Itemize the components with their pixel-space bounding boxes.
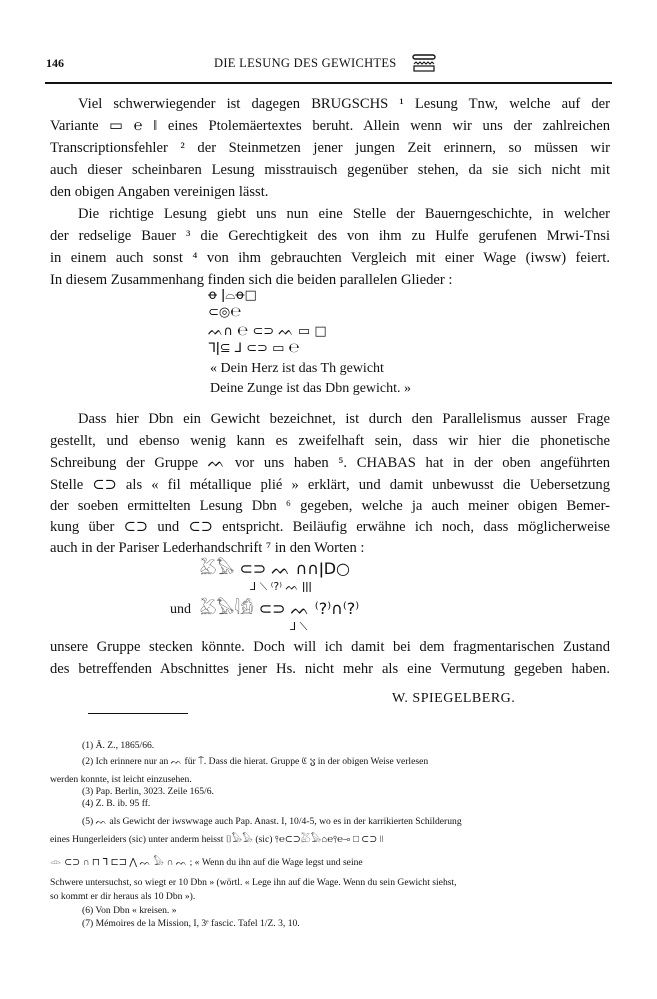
header-rule [45,82,612,84]
footnote: 𓁹 ⊂⊃ ∩ ⊓ ᒣ ⊏⊐ ⋀ ᨓ 𓅃 ∩ ᨓ ; « Wenn du ihn auf die Wage legst und seine [50,857,363,868]
text-line: in einem auch sonst ⁴ von ihm gebrauchten Vergleich mit einer Wage (iwsw) feiert. [50,250,610,266]
author-signature: W. SPIEGELBERG. [392,691,516,706]
text-line: Die richtige Lesung giebt uns nun eine Stelle der Bauerngeschichte, in welcher [78,206,610,222]
footnote: (2) Ich erinnere nur an ᨓ für ⍑. Dass die hierat. Gruppe ℭ ჳ in der obigen Weise verlesen [82,756,429,767]
text-line: auch in der Pariser Lederhandschrift ⁷ in den Worten : [50,540,365,556]
und-label: und [170,602,191,617]
hieroglyph-line: ⅃ ⟍ ⁽?⁾ ᨓ ǀǀǀ [250,580,312,593]
hieroglyph-line: 𓅷𓅃 ⊂⊃ ᨓ ∩∩ǀD○ [200,559,350,578]
footnote: (4) Z. B. ib. 95 ff. [82,798,151,809]
text-line: Viel schwerwiegender ist dagegen BRUGSCHS ¹ Lesung Tnw, welche auf der [78,96,610,112]
page-number: 146 [46,56,64,70]
footnote: (7) Mémoires de la Mission, I, 3ᵉ fascic. Tafel 1/Z. 3, 10. [82,918,300,929]
text-line: auch dieser scheinbaren Lesung misstrauisch gegenüber stehen, da sie sich nicht mit [50,162,610,178]
footnote: werden konnte, ist leicht einzusehen. [50,774,192,785]
text-line: gestellt, und ebenso wenig kann es zweifelhaft sein, dass wir hier die phonetische [50,433,610,449]
text-line: der soeben ermittelten Lesung Dbn ⁶ gegeben, welche ja auch meiner obigen Bemer- [50,498,610,514]
title-hieroglyph-icon [412,54,436,72]
text-line: des betreffenden Abschnittes jener Hs. nicht mehr als eine Vermutung gegeben haben. [50,661,610,677]
text-line: Schreibung der Gruppe ᨓ vor uns haben ⁵. CHABAS hat in der oben angeführten [50,455,610,471]
text-line: den obigen Angaben vereinigen lässt. [50,184,269,200]
quote-line: « Dein Herz ist das Th gewicht [210,361,384,376]
hieroglyph-line: ⅃ ⟍ [290,620,308,633]
hieroglyph-line: ⊂◎℮ [208,305,242,320]
footnote: (1) Ä. Z., 1865/66. [82,740,155,751]
text-line: In diesem Zusammenhang finden sich die beiden parallelen Glieder : [50,272,453,288]
footnote-rule [88,713,188,714]
text-line: der redselige Bauer ³ die Gerechtigkeit des von ihm zu Hulfe gerufenen Mrwi-Tnsi [50,228,610,244]
text-line: Stelle ⊂⊃ als « fil métallique plié » erklärt, und damit unbewusst die Uebersetzung [50,477,610,493]
hieroglyph-line: ᨓ∩ ℮ ⊂⊃ ᨓ ▭ □ [208,324,327,339]
text-line: Transcriptionsfehler ² der Steinmetzen jener jungen Zeit erinnern, so müssen wir [50,140,610,156]
text-line: kung über ⊂⊃ und ⊂⊃ entspricht. Beiläufig erwähne ich noch, dass möglicherweise [50,519,610,535]
footnote: (3) Pap. Berlin, 3023. Zeile 165/6. [82,786,214,797]
quote-line: Deine Zunge ist das Dbn gewicht. » [210,381,412,396]
footnote: Schwere untersuchst, so wiegt er 10 Dbn » (wörtl. « Lege ihn auf die Wage. Wenn du sein Gewicht siehst, [50,877,457,888]
hieroglyph-line: 𓅷𓅃𓇋𓀁 ⊂⊃ ᨓ ⁽?⁾∩⁽?⁾ [200,599,360,618]
hieroglyph-line: ꝋ ǀ⌓ꝋ□ [208,288,257,303]
footnote: (6) Von Dbn « kreisen. » [82,905,177,916]
running-title: DIE LESUNG DES GEWICHTES [214,56,397,70]
hieroglyph-line: ᒣǀ⊆ ⅃ ⊂⊃ ▭ ℮ [208,341,300,356]
footnote: so kommt er dir heraus als 10 Dbn »). [50,891,196,902]
footnote: (5) ᨓ als Gewicht der iwswwage auch Pap. Anast. I, 10/4-5, wo es in der karrikierten Schilderung [82,816,462,827]
text-line: Variante ▭ ℮ ‖ eines Ptolemäertextes beruht. Allein wenn wir uns der zahlreichen [50,118,610,134]
footnote: eines Hungerleiders (sic) unter anderm heisst ⌷𓅃𓅃 (sic) ⫯℮⊂⊃𓅷𓅃⌂℮⫯℮⊸ □ ⊂⊃ ǀǀ [50,834,384,845]
text-line: unsere Gruppe stecken könnte. Doch will ich damit bei dem fragmentarischen Zustand [50,639,610,655]
text-line: Dass hier Dbn ein Gewicht bezeichnet, ist durch den Parallelismus ausser Frage [78,411,610,427]
